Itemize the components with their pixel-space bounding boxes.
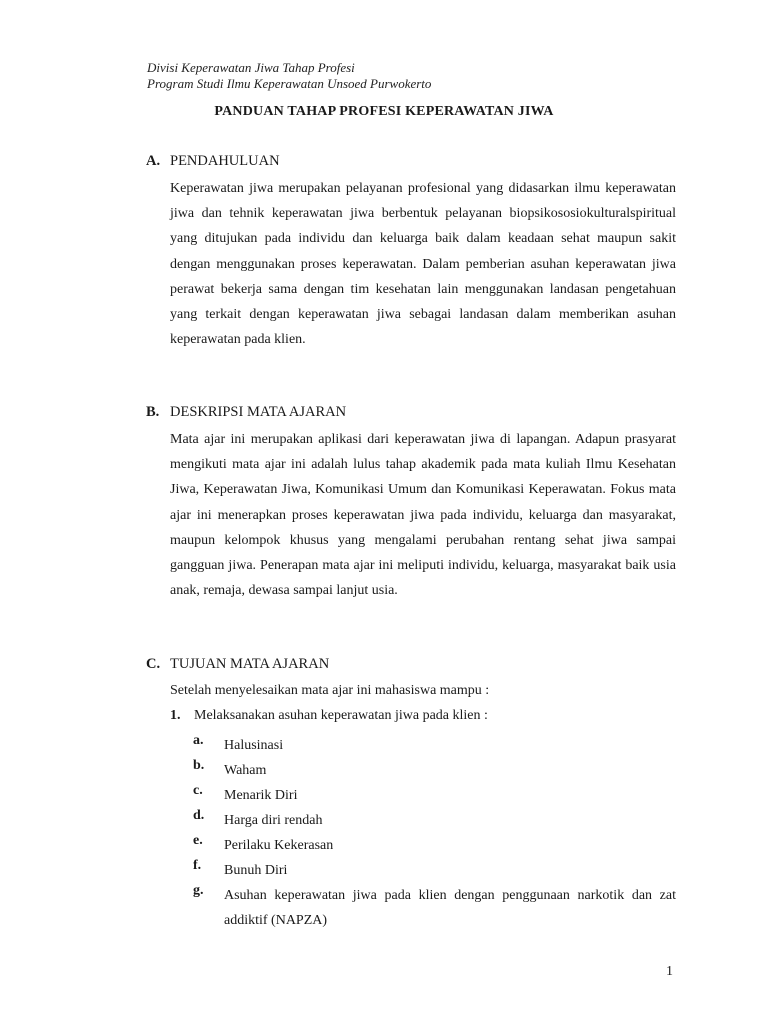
section-c-heading (146, 656, 329, 673)
section-a-title: PENDAHULUAN (170, 153, 280, 169)
sub-item-c-mark: c. (193, 783, 203, 798)
section-a-body: Keperawatan jiwa merupakan pelayanan profesional yang didasarkan ilmu keperawatan jiwa dan tehnik keperawatan jiwa berbentuk pelayanan biopsikososiokulturalspiritual yang ditujukan pada individu dan keluarga baik dalam keadaan sehat maupun sakit dengan menggunakan proses keperawatan. Dalam pemberian asuhan keperawatan jiwa perawat bekerja sama dengan tim kesehatan lain menggunakan landasan pengetahuan yang terkait dengan keperawatan jiwa sebagai landasan dalam memberikan asuhan keperawatan pada klien. (170, 181, 676, 348)
sub-item-d-text: Harga diri rendah (224, 813, 323, 828)
numbered-item-1 (170, 708, 488, 724)
section-c-intro: Setelah menyelesaikan mata ajar ini mahasiswa mampu : (170, 683, 490, 698)
section-b-body: Mata ajar ini merupakan aplikasi dari keperawatan jiwa di lapangan. Adapun prasyarat mengikuti mata ajar ini adalah lulus tahap akademik pada mata kuliah Ilmu Kesehatan Jiwa, Keperawatan Jiwa, Komunikasi Umum dan Komunikasi Keperawatan. Fokus mata ajar ini menerapkan proses keperawatan jiwa pada individu, keluarga dan masyarakat, maupun kelompok khusus yang mengalami perubahan rentang sehat jiwa sampai gangguan jiwa. Penerapan mata ajar ini meliputi individu, keluarga, masyarakat baik usia anak, remaja, dewasa sampai lanjut usia. (170, 432, 676, 599)
sub-item-g-mark: g. (193, 883, 204, 898)
sub-item-d-mark: d. (193, 808, 205, 823)
sub-item-f-mark: f. (193, 858, 202, 873)
sub-item-b-text: Waham (224, 763, 267, 778)
sub-item-e-text: Perilaku Kekerasan (224, 838, 334, 853)
page-number: 1 (666, 964, 673, 979)
section-b-letter: B. (146, 404, 160, 420)
section-a-heading (146, 153, 280, 170)
section-b-title: DESKRIPSI MATA AJARAN (170, 404, 347, 420)
section-b-heading (146, 404, 346, 421)
document-title: PANDUAN TAHAP PROFESI KEPERAWATAN JIWA (214, 104, 554, 119)
sub-item-g-text: Asuhan keperawatan jiwa pada klien dengan penggunaan narkotik dan zat addiktif (NAPZA) (224, 888, 676, 928)
sub-item-c-text: Menarik Diri (224, 788, 298, 803)
numbered-item-1-text: Melaksanakan asuhan keperawatan jiwa pada klien : (194, 708, 488, 723)
section-c-title: TUJUAN MATA AJARAN (170, 656, 330, 672)
running-header-line-2: Program Studi Ilmu Keperawatan Unsoed Purwokerto (147, 76, 432, 91)
sub-item-a-text: Halusinasi (224, 738, 284, 753)
running-header-line-1: Divisi Keperawatan Jiwa Tahap Profesi (147, 60, 355, 75)
sub-item-a-mark: a. (193, 733, 204, 748)
sub-item-e-mark: e. (193, 833, 203, 848)
sub-item-f-text: Bunuh Diri (224, 863, 288, 878)
section-c-letter: C. (146, 656, 161, 672)
sub-item-b-mark: b. (193, 758, 205, 773)
numbered-item-1-number: 1. (170, 708, 181, 723)
section-a-letter: A. (146, 153, 161, 169)
